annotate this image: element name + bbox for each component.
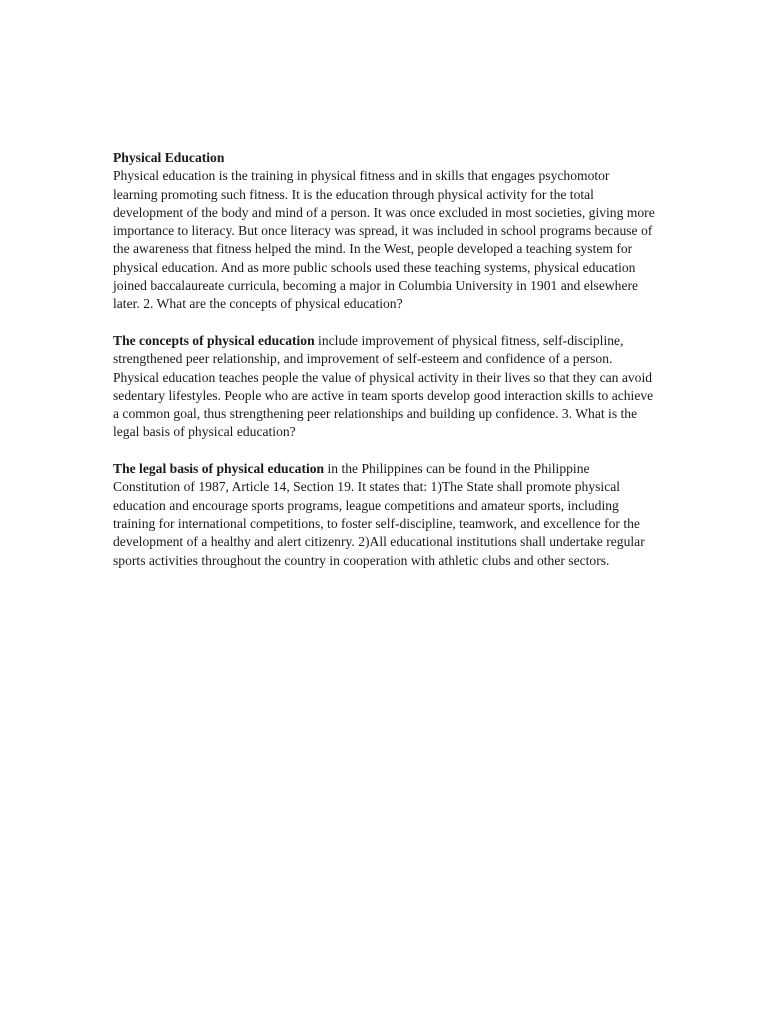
paragraph-legal-basis-text: in the Philippines can be found in the Philippine Constitution of 1987, Article 14, Section 19. It states that: 1)The State shall promote physical education and encourage sports programs, league competitions and amateur sports, including training for international competitions, to foster self-discipline, teamwork, and excellence for the development of a healthy and alert citizenry. 2)All educational institutions shall undertake regular sports activities throughout the country in cooperation with athletic clubs and other sectors. [113, 461, 645, 568]
paragraph-concepts-lead: The concepts of physical education [113, 332, 315, 348]
document-body [113, 149, 655, 570]
paragraph-concepts [113, 332, 655, 442]
document-title: Physical Education [113, 150, 225, 165]
paragraph-intro-text: Physical education is the training in physical fitness and in skills that engages psychomotor learning promoting such fitness. It is the education through physical activity for the total development of the body and mind of a person. It was once excluded in most societies, giving more importance to literacy. But once literacy was spread, it was included in school programs because of the awareness that fitness helped the mind. In the West, people developed a teaching system for physical education. And as more public schools used these teaching systems, physical education joined baccalaureate curricula, becoming a major in Columbia University in 1901 and elsewhere later. 2. What are the concepts of physical education? [113, 168, 655, 312]
paragraph-legal-basis [113, 460, 655, 570]
paragraph-intro [113, 167, 655, 313]
paragraph-legal-basis-lead: The legal basis of physical education [113, 461, 325, 477]
paragraph-concepts-text: include improvement of physical fitness, self-discipline, strengthened peer relationship, and improvement of self-esteem and confidence of a person. Physical education teaches people the value of physical activity in their lives so that they can avoid sedentary lifestyles. People who are active in team sports develop good interaction skills to achieve a common goal, thus strengthening peer relationships and building up confidence. 3. What is the legal basis of physical education? [113, 332, 654, 440]
